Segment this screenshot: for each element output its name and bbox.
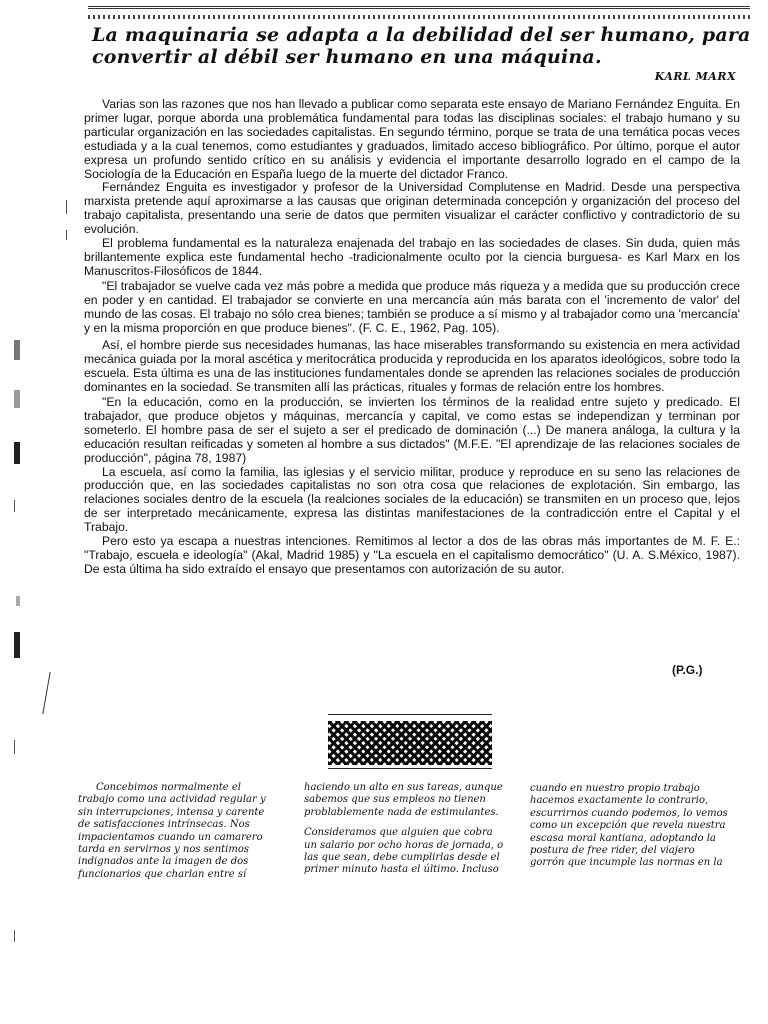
- paragraph-human-needs: Así, el hombre pierde sus necesidades humanas, las hace miserables transformando su existencia en mera actividad mecánica guiada por la moral ascética y meritocrática producida y reproducida en los aparatos ideológicos, sobre todo la escuela. Esta última es una de las instituciones fundamentales donde se aprenden las relaciones sociales de producción dominantes en la sociedad. Se transmiten allí las prácticas, rituales y formas de relación entre los hombres.: [84, 338, 740, 395]
- excerpt-col1-text: Concebimos normalmente el trabajo como una actividad regular y sin interrupciones, intensa y carente de satisfacciones intrínsecas. Nos impacientamos cuando un camarero tarda en servirnos y nos sentimos indignados ante la imagen de dos funcionarios que charlan entre sí: [78, 782, 266, 880]
- quotation-mfe: "En la educación, como en la producción, se invierten los términos de la realidad entre sujeto y predicado. El trabajador, que produce objetos y máquinas, mercancía y capital, ve como estas se independizan y terminan por someterlo. El hombre pasa de ser el sujeto a ser el predicado de dominación (...) De manera análoga, la cultura y la educación resultan reificadas y someten al hombre a sus dictados" (M.F.E. "El aprendizaje de las relaciones sociales de producción", página 78, 1987): [84, 395, 740, 465]
- paragraph-author-bio: Fernández Enguita es investigador y profesor de la Universidad Complutense en Madrid. Desde una perspectiva marxista pretende aquí aproximarse a las causas que originan determinada concepción y organización del proceso del trabajo capitalista, presentando una serie de datos que permiten visualizar el carácter conflictivo y contradictorio de su evolución.: [84, 180, 740, 237]
- epigraph-line-2: convertir al débil ser humano en una máquina.: [92, 46, 602, 68]
- top-decorative-rule: [88, 6, 750, 23]
- epigraph-line-1: La maquinaria se adapta a la debilidad del ser humano, para: [92, 24, 751, 46]
- margin-tick: [14, 930, 15, 942]
- excerpt-col2-text-b: Consideramos que alguien que cobra un salario por ocho horas de jornada, o las que sean, debe cumplirlas desde el primer minuto hasta el último. Incluso: [304, 827, 504, 876]
- signature: (P.G.): [672, 663, 703, 677]
- paragraph-references: Pero esto ya escapa a nuestras intenciones. Remitimos al lector a dos de las obras más importantes de M. F. E.: "Trabajo, escuela e ideología" (Akal, Madrid 1985) y "La escuela en el capitalismo democrático" (U. A. S.México, 1987). De esta última ha sido extraído el ensayo que presentamos con autorización de su autor.: [84, 534, 740, 576]
- excerpt-column-1: [78, 782, 276, 881]
- excerpt-column-3: [530, 783, 730, 870]
- binding-mark: [16, 596, 20, 606]
- paragraph-intro: Varias son las razones que nos han llevado a publicar como separata este ensayo de Mariano Fernández Enguita. En primer lugar, porque aborda una problemática fundamental para todas las disciplinas sociales: el trabajo humano y su particular organización en las sociedades capitalistas. En segundo término, porque se trata de una temática pocas veces estudiada y a la cual tenemos, como estudiantes y graduados, limitado acceso bibliográfico. Por último, porque el autor expresa un profundo sentido crítico en su análisis y evidencia el importante desarrollo logrado en el campo de la Sociología de la Educación en España luego de la muerte del dictador Franco.: [84, 97, 740, 181]
- excerpt-col2-text-a: haciendo un alto en sus tareas, aunque sabemos que sus empleos no tienen problablemente nada de estimulantes.: [304, 782, 503, 818]
- binding-mark: [14, 390, 20, 408]
- margin-tick: [14, 500, 15, 512]
- binding-mark: [14, 442, 20, 464]
- epigraph-author: KARL MARX: [654, 70, 736, 83]
- margin-tick: [66, 200, 67, 214]
- pen-scribble: [42, 672, 66, 714]
- epigraph-quote: [92, 24, 752, 68]
- binding-mark: [14, 340, 20, 360]
- margin-tick: [14, 740, 15, 754]
- binding-mark: [14, 632, 20, 658]
- ornament-rule-top: [328, 714, 492, 715]
- paragraph-school: La escuela, así como la familia, las iglesias y el servicio militar, produce y reproduce en su seno las relaciones de producción que, en las sociedades capitalistas no son otra cosa que relaciones de explotación. Sin embargo, las relaciones sociales dentro de la escuela (la realciones sociales de la educación) se transmiten en un proceso que, lejos de ser interpretado mecánicamente, expresa las distintas manifestaciones de la contradicción entre el Capital y el Trabajo.: [84, 464, 740, 535]
- excerpt-col3-text: cuando en nuestro propio trabajo hacemos exactamente lo contrario, escurrirnos cuando podemos, lo vemos como un excepción que revela nuestra escasa moral kantiana, adoptando la postura de free rider, del viajero gorrón que incumple las normas en la: [530, 783, 728, 869]
- ornament-rule-bottom: [328, 768, 492, 769]
- margin-tick: [66, 230, 67, 240]
- houndstooth-ornament: [328, 721, 492, 765]
- paragraph-problem: El problema fundamental es la naturaleza enajenada del trabajo en las sociedades de clases. Sin duda, quien más brillantemente explica este fundamental hecho -tradicionalmente oculto por la ciencia burguesa- es Karl Marx en los Manuscritos-Filosóficos de 1844.: [84, 236, 740, 278]
- main-text: [84, 98, 740, 577]
- quotation-marx: "El trabajador se vuelve cada vez más pobre a medida que produce más riqueza y a medida que su producción crece en poder y en cantidad. El trabajador se convierte en una mercancía aún más barata con el 'incremento de valor' del mundo de las cosas. El trabajo no sólo crea bienes; también se produce a sí mismo y al trabajador como una 'mercancía' y en la misma proporción en que produce bienes". (F. C. E., 1962, Pag. 105).: [84, 278, 740, 335]
- excerpt-column-2: [304, 782, 508, 877]
